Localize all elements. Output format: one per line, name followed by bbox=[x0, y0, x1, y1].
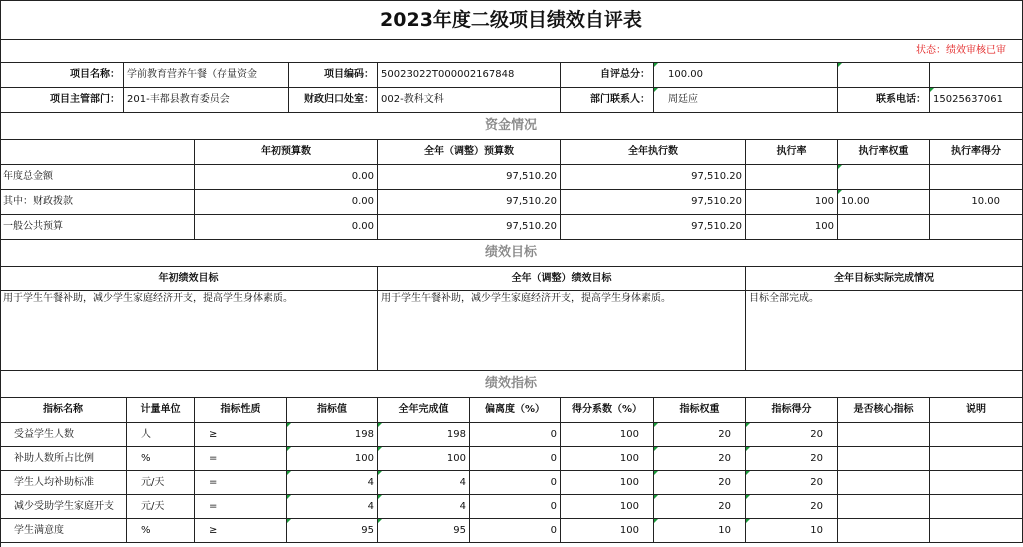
indicator-cell-nature[interactable]: = bbox=[195, 495, 287, 519]
indicator-cell-weight[interactable]: 10 bbox=[654, 519, 746, 543]
indicator-cell-core[interactable] bbox=[838, 447, 930, 471]
indicator-cell-coef[interactable]: 100 bbox=[561, 423, 654, 447]
ind-header-unit: 计量单位 bbox=[127, 398, 195, 423]
indicator-cell-score[interactable]: 20 bbox=[746, 471, 838, 495]
info-empty-cell-2[interactable] bbox=[930, 63, 1023, 88]
indicator-cell-target[interactable]: 198 bbox=[287, 423, 378, 447]
indicator-cell-name[interactable]: 补助人数所占比例 bbox=[0, 447, 127, 471]
funds-row-adjusted[interactable]: 97,510.20 bbox=[378, 165, 561, 190]
funds-header-score: 执行率得分 bbox=[930, 140, 1023, 165]
goals-section-title: 绩效目标 bbox=[0, 240, 1023, 267]
funds-row-executed[interactable]: 97,510.20 bbox=[561, 190, 746, 215]
indicator-cell-deviation[interactable]: 0 bbox=[470, 447, 561, 471]
ind-header-coef: 得分系数（%） bbox=[561, 398, 654, 423]
indicator-cell-unit[interactable]: % bbox=[127, 447, 195, 471]
finance-office-label: 财政归口处室： bbox=[289, 88, 378, 113]
indicator-cell-note[interactable] bbox=[930, 495, 1023, 519]
contact-cell[interactable]: 周廷应 bbox=[654, 88, 838, 113]
goals-actual-text[interactable]: 目标全部完成。 bbox=[746, 291, 1023, 371]
contact-label: 部门联系人： bbox=[561, 88, 654, 113]
indicator-cell-name[interactable]: 学生满意度 bbox=[0, 519, 127, 543]
funds-row-weight[interactable] bbox=[838, 215, 930, 240]
indicator-cell-core[interactable] bbox=[838, 495, 930, 519]
indicator-cell-deviation[interactable]: 0 bbox=[470, 423, 561, 447]
ind-header-weight: 指标权重 bbox=[654, 398, 746, 423]
ind-header-core: 是否核心指标 bbox=[838, 398, 930, 423]
indicator-cell-actual[interactable]: 4 bbox=[378, 471, 470, 495]
goals-header-actual: 全年目标实际完成情况 bbox=[746, 267, 1023, 291]
indicator-cell-note[interactable] bbox=[930, 447, 1023, 471]
indicator-cell-core[interactable] bbox=[838, 519, 930, 543]
indicator-cell-name[interactable]: 受益学生人数 bbox=[0, 423, 127, 447]
ind-header-name: 指标名称 bbox=[0, 398, 127, 423]
info-empty-cell-1[interactable] bbox=[838, 63, 930, 88]
project-code-cell[interactable]: 50023022T000002167848 bbox=[378, 63, 561, 88]
indicator-cell-unit[interactable]: % bbox=[127, 519, 195, 543]
project-name-cell[interactable]: 学前教育营养午餐（存量资金 bbox=[124, 63, 289, 88]
funds-row-initial[interactable]: 0.00 bbox=[195, 190, 378, 215]
funds-row-adjusted[interactable]: 97,510.20 bbox=[378, 215, 561, 240]
indicator-cell-note[interactable] bbox=[930, 471, 1023, 495]
status-text: 状态：绩效审核已审 bbox=[0, 40, 1023, 63]
indicator-cell-nature[interactable]: ≥ bbox=[195, 519, 287, 543]
funds-row-initial[interactable]: 0.00 bbox=[195, 165, 378, 190]
funds-row-rate[interactable]: 100 bbox=[746, 215, 838, 240]
indicator-cell-coef[interactable]: 100 bbox=[561, 495, 654, 519]
indicators-section-title: 绩效指标 bbox=[0, 371, 1023, 398]
goals-adjusted-text[interactable]: 用于学生午餐补助，减少学生家庭经济开支，提高学生身体素质。 bbox=[378, 291, 746, 371]
indicator-cell-actual[interactable]: 4 bbox=[378, 495, 470, 519]
funds-row-executed[interactable]: 97,510.20 bbox=[561, 165, 746, 190]
indicator-cell-weight[interactable]: 20 bbox=[654, 471, 746, 495]
ind-header-deviation: 偏离度（%） bbox=[470, 398, 561, 423]
dept-cell[interactable]: 201-丰都县教育委员会 bbox=[124, 88, 289, 113]
indicator-cell-unit[interactable]: 元/天 bbox=[127, 471, 195, 495]
page-title: 2023年度二级项目绩效自评表 bbox=[0, 0, 1023, 40]
indicator-cell-note[interactable] bbox=[930, 423, 1023, 447]
indicator-cell-nature[interactable]: ≥ bbox=[195, 423, 287, 447]
funds-row-executed[interactable]: 97,510.20 bbox=[561, 215, 746, 240]
funds-row-label: 其中：财政拨款 bbox=[0, 190, 195, 215]
ind-header-note: 说明 bbox=[930, 398, 1023, 423]
phone-label: 联系电话： bbox=[838, 88, 930, 113]
project-code-label: 项目编码： bbox=[289, 63, 378, 88]
funds-row-initial[interactable]: 0.00 bbox=[195, 215, 378, 240]
indicator-cell-note[interactable] bbox=[930, 519, 1023, 543]
funds-row-score[interactable] bbox=[930, 215, 1023, 240]
indicator-cell-score[interactable]: 20 bbox=[746, 447, 838, 471]
indicator-cell-target[interactable]: 4 bbox=[287, 495, 378, 519]
funds-row-weight[interactable]: 10.00 bbox=[838, 190, 930, 215]
indicator-cell-nature[interactable]: = bbox=[195, 471, 287, 495]
project-name-label: 项目名称： bbox=[0, 63, 124, 88]
indicator-cell-weight[interactable]: 20 bbox=[654, 423, 746, 447]
indicator-cell-name[interactable]: 学生人均补助标准 bbox=[0, 471, 127, 495]
funds-row-label: 年度总金额 bbox=[0, 165, 195, 190]
self-score-cell[interactable]: 100.00 bbox=[654, 63, 838, 88]
funds-header-weight: 执行率权重 bbox=[838, 140, 930, 165]
funds-header-blank bbox=[0, 140, 195, 165]
indicator-cell-deviation[interactable]: 0 bbox=[470, 495, 561, 519]
indicator-cell-coef[interactable]: 100 bbox=[561, 519, 654, 543]
indicator-cell-actual[interactable]: 100 bbox=[378, 447, 470, 471]
indicator-cell-deviation[interactable]: 0 bbox=[470, 519, 561, 543]
funds-row-weight[interactable] bbox=[838, 165, 930, 190]
funds-header-rate: 执行率 bbox=[746, 140, 838, 165]
funds-header-initial: 年初预算数 bbox=[195, 140, 378, 165]
funds-row-rate[interactable] bbox=[746, 165, 838, 190]
indicator-cell-unit[interactable]: 人 bbox=[127, 423, 195, 447]
funds-header-executed: 全年执行数 bbox=[561, 140, 746, 165]
funds-row-score[interactable] bbox=[930, 165, 1023, 190]
indicator-cell-name[interactable]: 减少受助学生家庭开支 bbox=[0, 495, 127, 519]
indicator-cell-actual[interactable]: 95 bbox=[378, 519, 470, 543]
finance-office-cell[interactable]: 002-教科文科 bbox=[378, 88, 561, 113]
ind-header-actual: 全年完成值 bbox=[378, 398, 470, 423]
goals-header-adjusted: 全年（调整）绩效目标 bbox=[378, 267, 746, 291]
ind-header-target: 指标值 bbox=[287, 398, 378, 423]
indicator-cell-weight[interactable]: 20 bbox=[654, 495, 746, 519]
goals-header-initial: 年初绩效目标 bbox=[0, 267, 378, 291]
indicator-cell-weight[interactable]: 20 bbox=[654, 447, 746, 471]
indicator-cell-score[interactable]: 20 bbox=[746, 423, 838, 447]
indicator-cell-unit[interactable]: 元/天 bbox=[127, 495, 195, 519]
ind-header-nature: 指标性质 bbox=[195, 398, 287, 423]
funds-row-adjusted[interactable]: 97,510.20 bbox=[378, 190, 561, 215]
indicator-cell-score[interactable]: 10 bbox=[746, 519, 838, 543]
indicator-cell-coef[interactable]: 100 bbox=[561, 471, 654, 495]
self-score-label: 自评总分： bbox=[561, 63, 654, 88]
indicator-cell-core[interactable] bbox=[838, 423, 930, 447]
indicator-cell-core[interactable] bbox=[838, 471, 930, 495]
dept-label: 项目主管部门： bbox=[0, 88, 124, 113]
indicator-cell-actual[interactable]: 198 bbox=[378, 423, 470, 447]
funds-section-title: 资金情况 bbox=[0, 113, 1023, 140]
indicator-cell-target[interactable]: 100 bbox=[287, 447, 378, 471]
funds-row-label: 一般公共预算 bbox=[0, 215, 195, 240]
indicator-cell-deviation[interactable]: 0 bbox=[470, 471, 561, 495]
indicator-cell-score[interactable]: 20 bbox=[746, 495, 838, 519]
indicator-cell-coef[interactable]: 100 bbox=[561, 447, 654, 471]
indicator-cell-target[interactable]: 4 bbox=[287, 471, 378, 495]
indicator-cell-target[interactable]: 95 bbox=[287, 519, 378, 543]
funds-row-rate[interactable]: 100 bbox=[746, 190, 838, 215]
goals-initial-text[interactable]: 用于学生午餐补助，减少学生家庭经济开支，提高学生身体素质。 bbox=[0, 291, 378, 371]
indicator-cell-nature[interactable]: = bbox=[195, 447, 287, 471]
funds-row-score[interactable]: 10.00 bbox=[930, 190, 1023, 215]
phone-cell[interactable]: 15025637061 bbox=[930, 88, 1023, 113]
funds-header-adjusted: 全年（调整）预算数 bbox=[378, 140, 561, 165]
ind-header-score: 指标得分 bbox=[746, 398, 838, 423]
